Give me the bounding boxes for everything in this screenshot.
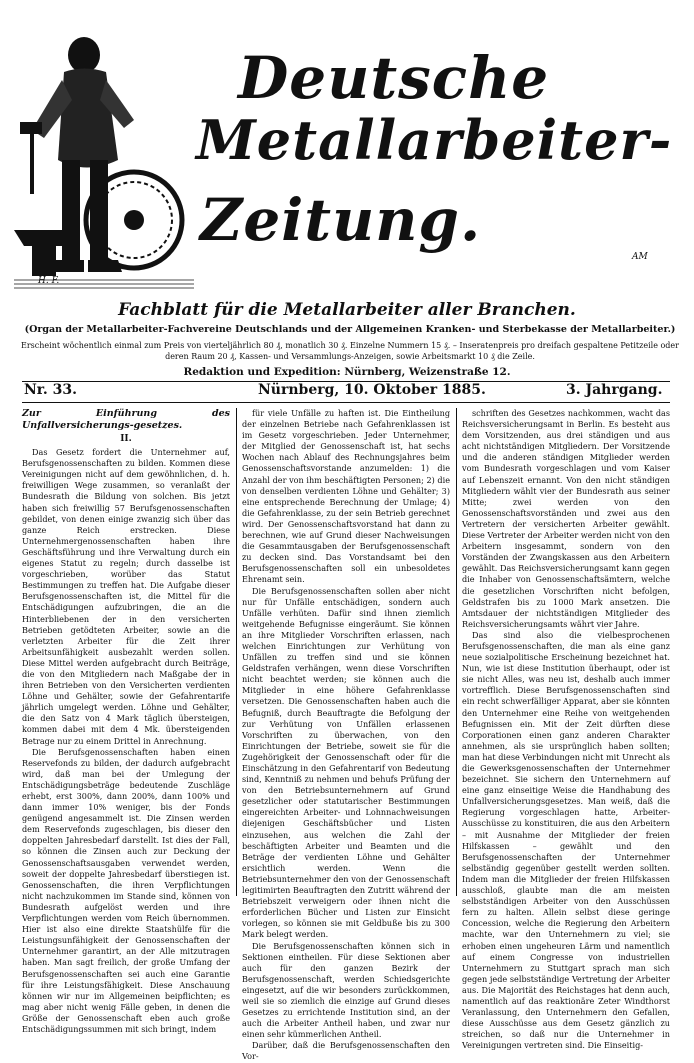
article-title: Zur Einführung des Unfallversicherungs-gesetzes.	[22, 408, 230, 431]
rule-bottom	[22, 402, 670, 403]
article-part: II.	[120, 434, 132, 444]
paragraph: Das Gesetz fordert die Unternehmer auf, Berufsgenossenschaften zu bilden. Kommen diese Vereinigungen nicht auf dem gewöhnlichen, d. h. freiwilligen Wege zusammen, so veranlaßt der Bundesrath die Bildung von solchen. Bis jetzt haben sich freiwillig 57 Berufsgenossenschaften gebildet, von denen einige zwanzig sich über das ganze Reich erstrecken. Diese Unternehmergenossenschaften haben ihre Geschäftsführung und ihre Verwaltung durch ein eigenes Statut zu regeln; durch dasselbe ist vorgeschrieben, worüber das Statut Bestimmungen zu treffen hat. Die Aufgabe dieser Berufsgenossenschaften ist, die Mittel für die Entschädigungen aufzubringen, die an die Hinterbliebenen der in den versicherten Betrieben getödteten Arbeiter, sowie an die verletzten Arbeiter für die Zeit ihrer Arbeitsunfähigkeit ausbezahlt werden sollen. Diese Mittel werden aufgebracht durch Beiträge, die von den Mitgliedern nach Maßgabe der in ihren Betrieben von den Versicherten verdienten Löhne und Gehälter, sowie der Gefahrentarife jährlich umgelegt werden. Löhne und Gehälter, die den Satz von 4 Mark täglich übersteigen, kommen dabei mit dem 4 Mk. übersteigenden Betrage nur zu einem Drittel in Anrechnung.	[22, 447, 230, 746]
paragraph: Die Berufsgenossenschaften haben einen Reservefonds zu bilden, der dadurch aufgebracht wird, daß man bei der Umlegung der Entschädigungsbeträge bedeutende Zuschläge erhebt, erst 300%, dann 200%, dann 100% und dann immer 10% weniger, bis der Fonds genügend angesammelt ist. Die Zinsen werden dem Reservefonds zugeschlagen, bis dieser den doppelten Jahresbedarf darstellt. Ist dies der Fall, so können die Zinsen auch zur Deckung der Genossenschaftsausgaben verwendet werden, soweit der doppelte Jahresbedarf überstiegen ist. Genossenschaften, die ihren Verpflichtungen nicht nachzukommen im Stande sind, können von Bundesrath aufgelöst werden und ihre Verpflichtungen werden vom Reich übernommen. Hier ist also eine direkte Staatshülfe für die Leistungsunfähigkeit der Genossenschaften der Unternehmer garantirt, an der Alle mitzutragen haben. Man sagt freilich, der große Umfang der Berufsgenossenschaften sei auch eine Garantie für ihre Leistungsfähigkeit. Diese Anschauung können wir nur im Allgemeinen beipflichten; es mag aber nicht wenig Fälle geben, in denen die Größe der Genossenschaft eben auch große Entschädigungssummen mit sich bringt, indem	[22, 746, 230, 1034]
column-3	[462, 408, 670, 1051]
paragraph: Die Berufsgenossenschaften können sich in Sektionen eintheilen. Für diese Sektionen aber auch für den ganzen Bezirk der Berufsgenossenschaft, werden Schiedsgerichte eingesetzt, auf die wir besonders zurückkommen, weil sie so ziemlich die einzige auf Grund dieses Gesetzes zu errichtende Institution sind, an der auch die Arbeiter Antheil haben, und zwar nur einen sehr kümmerlichen Antheil.	[242, 940, 450, 1040]
column-divider	[456, 408, 457, 896]
paragraph: für viele Unfälle zu haften ist. Die Eintheilung der einzelnen Betriebe nach Gefahrenklassen ist im Gesetz vorgeschrieben. Jeder Unternehmer, der Mitglied der Genossenschaft ist, hat sechs Wochen nach Ablauf des Rechnungsjahres beim Genossenschaftsvorstande anzumelden: 1) die Anzahl der von ihm beschäftigten Personen; 2) die von denselben verdienten Löhne und Gehälter; 3) eine entsprechende Berechnung der Umlage; 4) die Gefahrenklasse, zu der sein Betrieb gerechnet wird. Der Genossenschaftsvorstand hat dann zu berechnen, wie auf Grund dieser Nachweisungen die Gesammtausgaben der Berufsgenossenschaft zu decken sind. Das Vorstandsamt bei den Berufsgenossenschaften soll ein unbesoldetes Ehrenamt sein.	[242, 408, 450, 585]
subtitle: Fachblatt für die Metallarbeiter aller Branchen.	[118, 300, 576, 320]
title-line-3: Zeitung.	[200, 186, 482, 254]
column-divider	[236, 408, 237, 896]
paragraph: Darüber, daß die Berufsgenossenschaften den Vor-	[242, 1040, 450, 1062]
editorial-address: Redaktion und Expedition: Nürnberg, Weizenstraße 12.	[183, 366, 511, 378]
issue-date: Nürnberg, 10. Oktober 1885.	[258, 382, 486, 398]
column-2	[242, 408, 450, 1062]
column-1	[22, 408, 230, 1034]
subscription-info: Erscheint wöchentlich einmal zum Preis von vierteljährlich 80 ₰, monatlich 30 ₰. Einzelne Nummern 15 ₰. – Inseratenpreis pro dreifach gespaltene Petitzeile oder deren Raum 20 ₰, Kassen- und Versammlungs-Anzeigen, sowie Arbeitsmarkt 10 ₰ die Zeile.	[21, 341, 679, 361]
issue-year: 3. Jahrgang.	[566, 382, 663, 398]
paragraph: schriften des Gesetzes nachkommen, wacht das Reichsversicherungsamt in Berlin. Es besteht aus dem Vorsitzenden, aus drei ständigen und aus acht nichtständigen Mitgliedern. Der Vorsitzende und die anderen ständigen Mitglieder werden vom Bundesrath vorgeschlagen und vom Kaiser auf Lebenszeit ernannt. Von den nicht ständigen Mitgliedern wählt vier der Bundesrath aus seiner Mitte; zwei werden von den Genossenschaftsvorständen und zwei aus den Vertretern der versicherten Arbeiter gewählt. Diese Vertreter der Arbeiter werden nicht von den Arbeitern insgesammt, sondern von den Vorständen der Zwangskassen aus den Arbeitern gewählt. Das Reichsversicherungsamt kann gegen die Inhaber von Genossenschaftsämtern, welche die gesetzlichen Vorschriften nicht befolgen, Geldstrafen bis zu 1000 Mark ansetzen. Die Amtsdauer der nichtständigen Mitglieder des Reichsversicherungsamts währt vier Jahre.	[462, 408, 670, 629]
paragraph: Das sind also die vielbesprochenen Berufsgenossenschaften, die man als eine ganz neue sozialpolitische Erscheinung bezeichnet hat. Nun, wie ist diese Institution überhaupt, oder ist sie nicht Alles, was neu ist, deshalb auch immer vortrefflich. Diese Berufsgenossenschaften sind ein recht schwerfälliger Apparat, aber sie könnten den Unternehmer eine Reihe von weitgehenden Befugnissen ein. Mit der Zeit dürften diese Corporationen einen ganz anderen Charakter annehmen, als sie ursprünglich haben sollten; man hat diese Verbindungen nicht mit Unrecht als die Gewerksgenossenschaften der Unternehmer bezeichnet. Sie sichern den Unternehmern auf eine ganz einseitige Weise die Handhabung des Unfallversicherungsgesetzes. Man weiß, daß die Regierung vorgeschlagen hatte, Arbeiter-Ausschüsse zu konstituiren, die aus den Arbeitern – mit Ausnahme der Mitglieder der freien Hilfskassen – gewählt und den Berufsgenossenschaften der Unternehmer selbständig gegenüber gestellt werden sollten. Indem man die Mitglieder der freien Hilfskassen ausschloß, glaubte man die am meisten selbstständigen Arbeiter von den Ausschüssen fern zu halten. Allein selbst diese geringe Concession, welche die Regierung den Arbeitern machte, war den Unternehmern zu viel; sie erhoben einen ungeheuren Lärm und namentlich auf einem Congresse von industriellen Unternehmern zu Stuttgart sprach man sich gegen jede selbstständige Vertretung der Arbeiter aus. Die Majorität des Reichstages hat denn auch, namentlich auf das reaktionäre Zeter Windthorst Veranlassung, den Unternehmern den Gefallen, diese Ausschüsse aus dem Gesetz gänzlich zu streichen, so daß nur die Unternehmer in Vereinigungen vertreten sind. Die Einseitig-	[462, 629, 670, 1051]
blacksmith-illustration	[14, 10, 194, 290]
article-columns	[22, 408, 670, 1062]
masthead	[0, 0, 694, 300]
title-line-1: Deutsche	[238, 44, 550, 112]
title-line-2: Metallarbeiter-	[196, 108, 673, 172]
artist-signature-left: H. F.	[38, 276, 60, 286]
issue-number: Nr. 33.	[24, 382, 77, 398]
organ-line: (Organ der Metallarbeiter-Fachvereine Deutschlands und der Allgemeinen Kranken- und Sterbekasse der Metallarbeiter.)	[24, 324, 676, 335]
paragraph: Die Berufsgenossenschaften sollen aber nicht nur für Unfälle entschädigen, sondern auch Unfälle verhüten. Dafür sind ihnen ziemlich weitgehende Befugnisse eingeräumt. Sie können an ihre Mitglieder Vorschriften erlassen, nach welchen Einrichtungen zur Verhütung von Unfällen zu treffen sind und sie können Geldstrafen verhängen, wenn diese Vorschriften nicht beachtet werden; sie können auch die Mitglieder in eine höhere Gefahrenklasse versetzen. Die Genossenschaften haben auch die Befugniß, durch Beauftragte die Befolgung der zur Verhütung von Unfällen erlassenen Vorschriften zu überwachen, von den Einrichtungen der Betriebe, soweit sie für die Zugehörigkeit der Genossenschaft oder für die Einschätzung in den Gefahrentarif von Bedeutung sind, Kenntniß zu nehmen und behufs Prüfung der von den Betriebsunternehmern auf Grund gesetzlicher oder statutarischer Bestimmungen eingereichten Arbeiter- und Lohnnachweisungen diejenigen Geschäftsbücher und Listen einzusehen, aus welchen die Zahl der beschäftigten Arbeiter und Beamten und die Beträge der verdienten Löhne und Gehälter ersichtlich werden. Wenn die Betriebsunternehmer den von der Genossenschaft legitimirten Beauftragten den Zutritt während der Betriebszeit verweigern oder ihnen nicht die erforderlichen Bücher und Listen zur Einsicht vorlegen, so können sie mit Geldbuße bis zu 300 Mark belegt werden.	[242, 585, 450, 940]
artist-signature-right: AM	[632, 252, 648, 262]
